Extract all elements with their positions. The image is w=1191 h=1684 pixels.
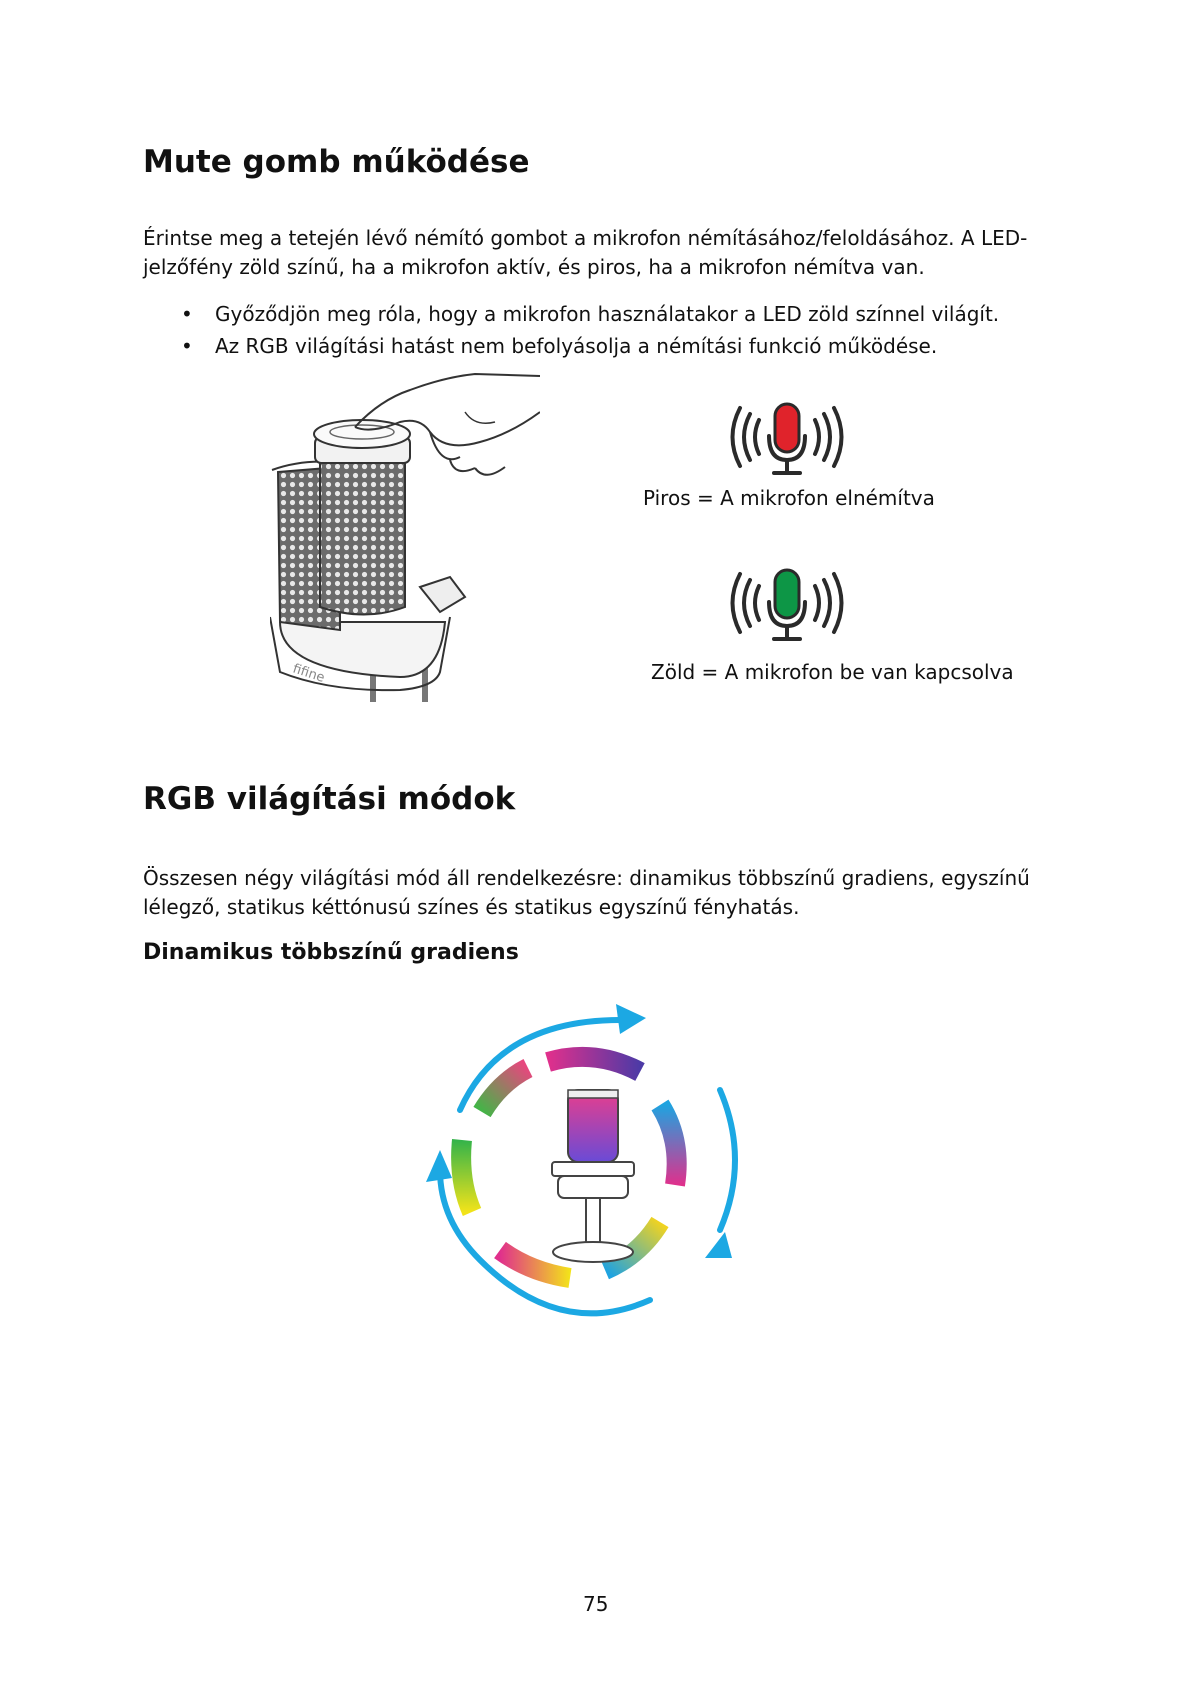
subheading-dynamic-gradient: Dinamikus többszínű gradiens	[143, 940, 519, 965]
section-heading-mute: Mute gomb működése	[143, 144, 530, 180]
section-heading-rgb: RGB világítási módok	[143, 781, 516, 817]
bullet-item: • Az RGB világítási hatást nem befolyásolja a némítási funkció működése.	[143, 330, 1103, 362]
rgb-paragraph: Összesen négy világítási mód áll rendelkezésre: dinamikus többszínű gradiens, egyszínű lélegző, statikus kéttónusú színes és statikus egyszínű fényhatás.	[143, 866, 1030, 919]
rgb-cycle-illustration	[420, 1000, 780, 1340]
bullet-item: • Győződjön meg róla, hogy a mikrofon használatakor a LED zöld színnel világít.	[143, 298, 1103, 330]
mic-active-icon	[722, 566, 852, 644]
mic-brand-logo: fifine	[290, 661, 327, 686]
mic-touch-illustration	[270, 372, 540, 702]
muted-caption: Piros = A mikrofon elnémítva	[643, 486, 935, 510]
page-number: 75	[583, 1592, 609, 1616]
mic-muted-icon	[722, 400, 852, 478]
mute-paragraph: Érintse meg a tetején lévő némító gombot a mikrofon némításához/feloldásához. A LED-jelzőfény zöld színű, ha a mikrofon aktív, és piros, ha a mikrofon némítva van.	[143, 226, 1028, 279]
active-caption: Zöld = A mikrofon be van kapcsolva	[651, 660, 1014, 684]
mute-bullet-list	[143, 298, 1103, 362]
